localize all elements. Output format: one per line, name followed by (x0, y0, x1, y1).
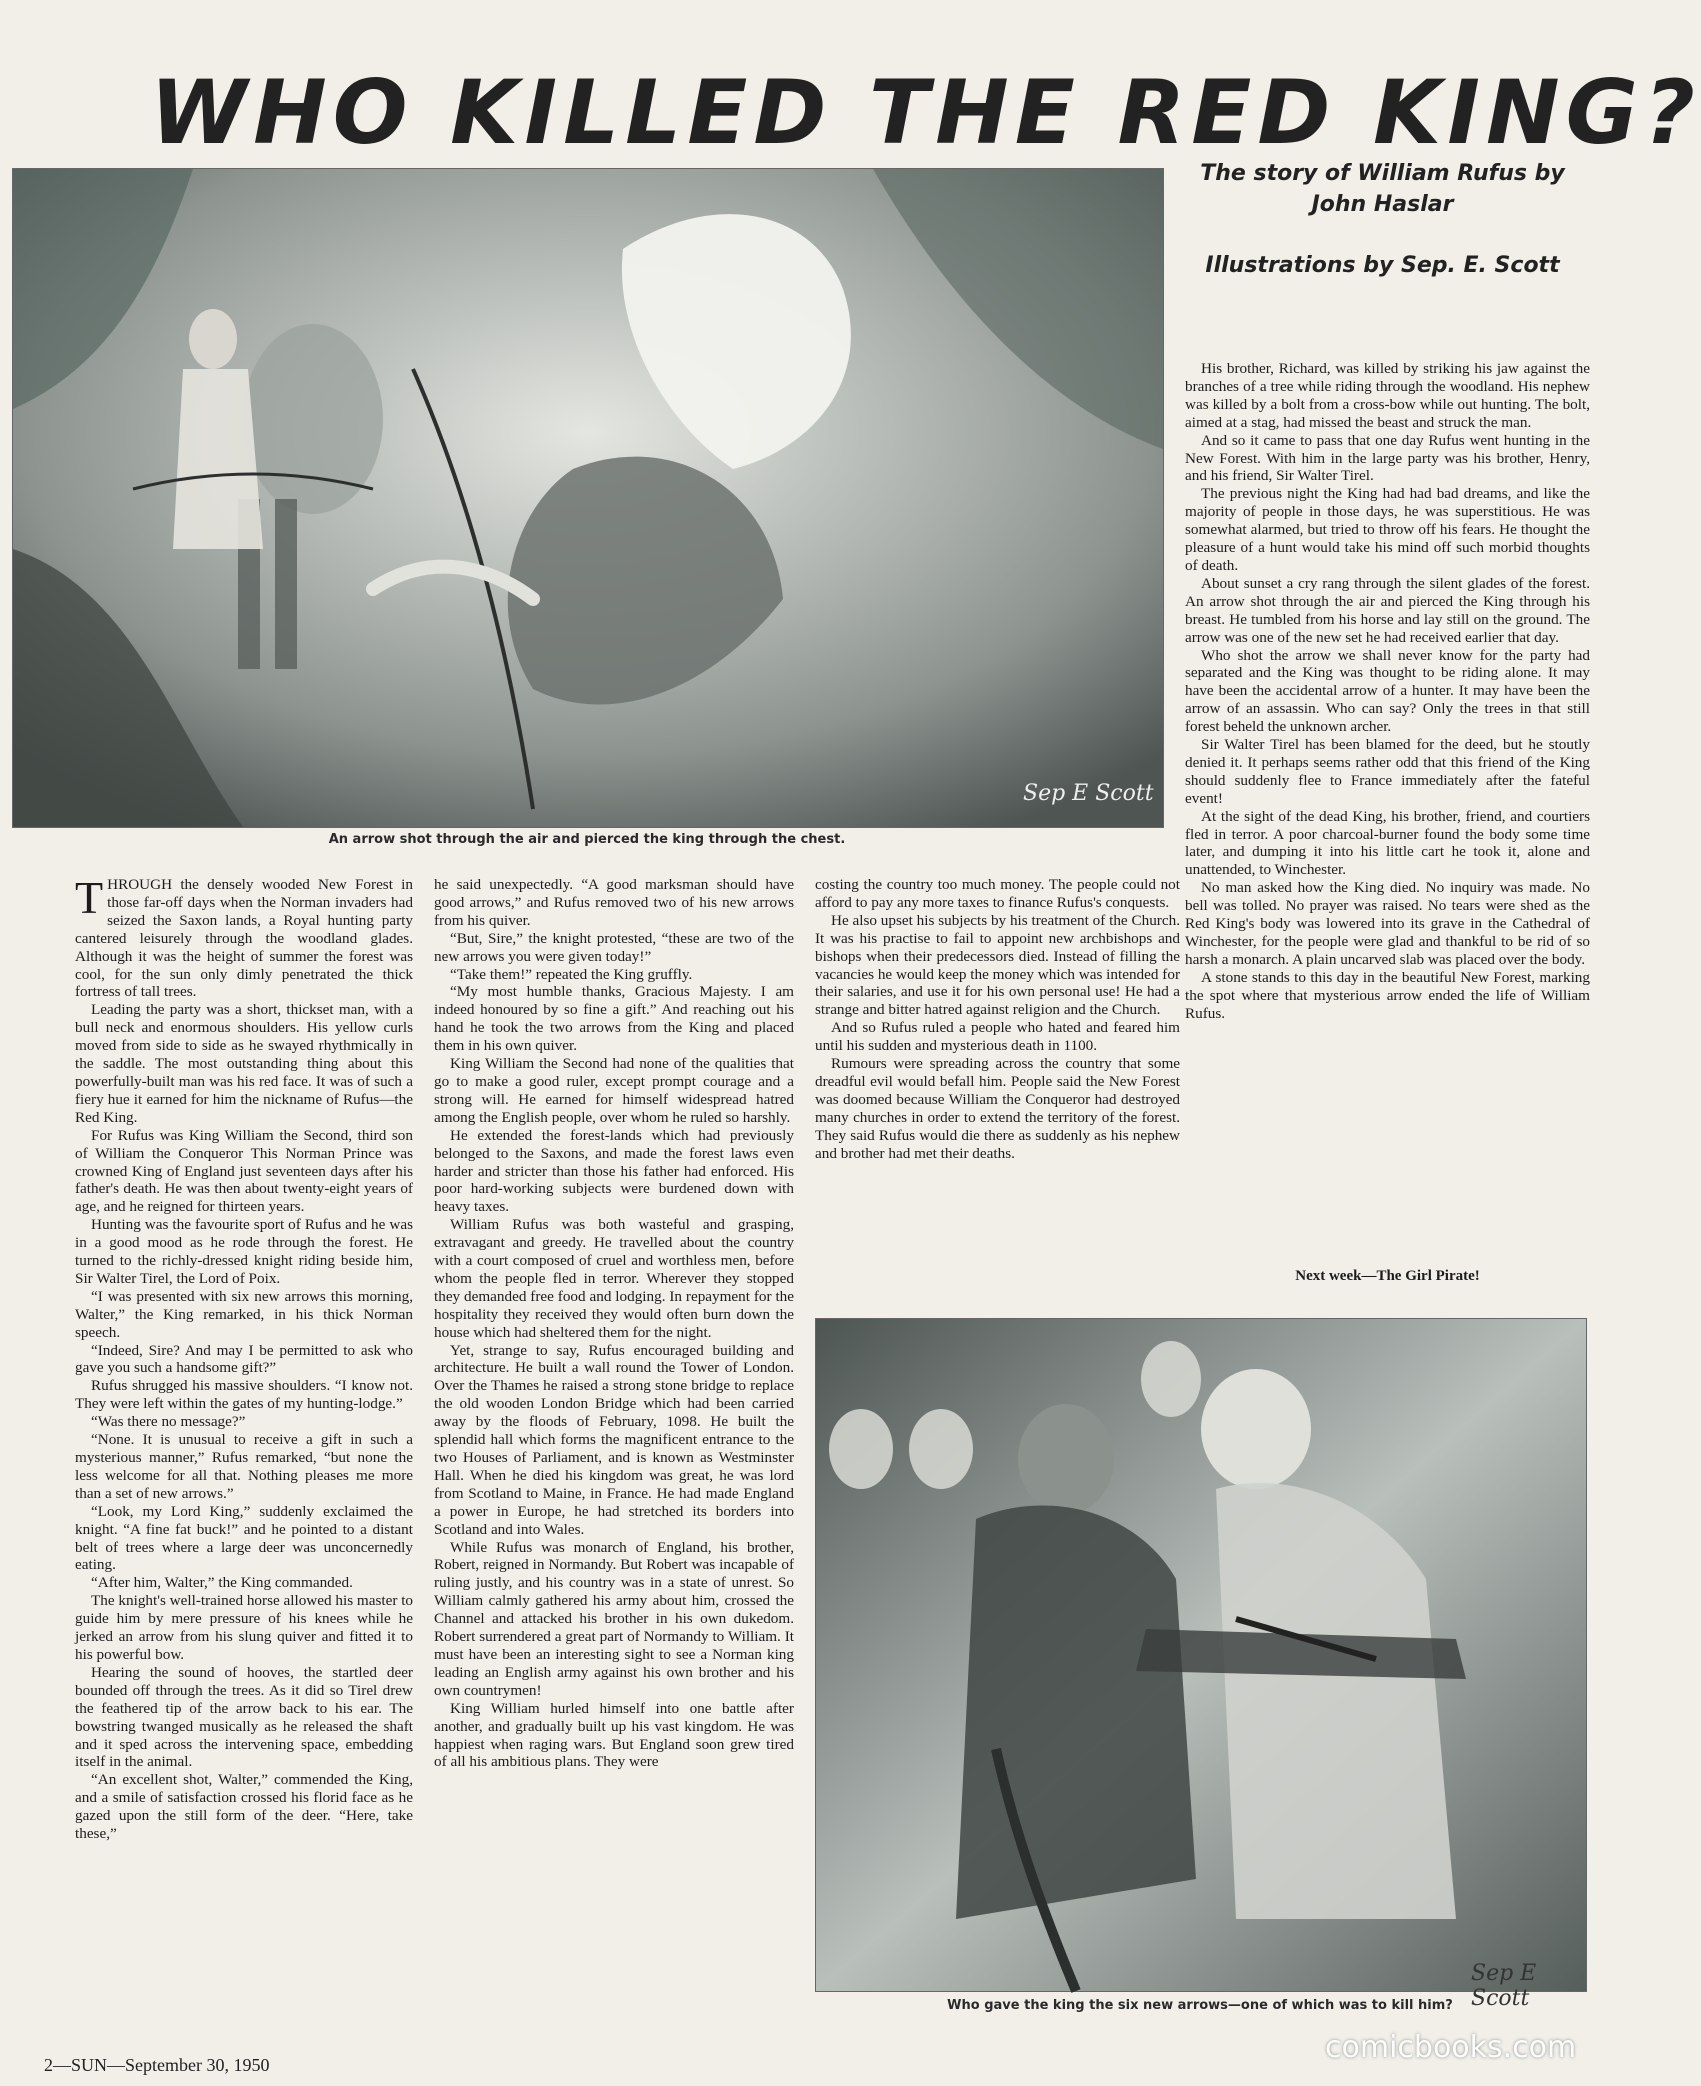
article-paragraph: No man asked how the King died. No inquiry was made. No bell was tolled. No prayer was raised. No tears were shed as the Red King's body was lowered into its grave in the Cathedral of Winchester, for the people were glad and thankful to be rid of so harsh a monarch. A plain uncarved slab was placed over the body. (1185, 879, 1590, 968)
article-paragraph: While Rufus was monarch of England, his brother, Robert, reigned in Normandy. But Robert was incapable of ruling justly, and his country was in a state of unrest. So William calmly gathered his army about him, crossed the Channel and attacked his brother in his own dukedom. Robert surrendered a great part of Normandy to William. It must have been an interesting sight to see a Norman king leading an English army against his own brother and his own countrymen! (434, 1538, 794, 1699)
article-paragraph: Yet, strange to say, Rufus encouraged building and architecture. He built a wall round the Tower of London. Over the Thames he raised a strong stone bridge to replace the old wooden London Bridge which had been carried away by the floods of February, 1098. He built the splendid hall which forms the magnificent entrance to the two Houses of Parliament, and is known as Westminster Hall. When he died his kingdom was great, he was lord from Scotland to Maine, in France. He had made England a power in Europe, he had stretched its borders into Scotland and into Wales. (434, 1341, 794, 1538)
article-paragraph: A stone stands to this day in the beautiful New Forest, marking the spot where that mysterious arrow ended the life of William Rufus. (1185, 968, 1590, 1022)
article-paragraph: His brother, Richard, was killed by striking his jaw against the branches of a tree while riding through the woodland. His nephew was killed by a bolt from a cross-bow while out hunting. The bolt, aimed at a stag, had missed the beast and struck the man. (1185, 360, 1590, 431)
article-paragraph: Leading the party was a short, thickset man, with a bull neck and enormous shoulders. His yellow curls moved from side to side as he swayed rhythmically in the saddle. The most outstanding thing about this powerfully-built man was his red face. It was of such a fiery hue it earned for him the nickname of Rufus—the Red King. (75, 1001, 413, 1126)
article-paragraph: Rufus shrugged his massive shoulders. “I know not. They were left within the gates of my hunting-lodge.” (75, 1377, 413, 1413)
page-footer: 2—SUN—September 30, 1950 (44, 2055, 270, 2075)
article-paragraph: The previous night the King had had bad dreams, and like the majority of people in those days, he was superstitious. He was somewhat alarmed, but tried to throw off his fears. He thought the pleasure of a hunt would take his mind off such morbid thoughts of death. (1185, 485, 1590, 574)
article-paragraph: “After him, Walter,” the King commanded. (91, 1574, 353, 1592)
article-paragraph: “My most humble thanks, Gracious Majesty. I am indeed honoured by so fine a gift.” And reaching out his hand he took the two arrows from the King and placed them in his own quiver. (434, 983, 794, 1055)
illustration-bottom-caption: Who gave the king the six new arrows—one of which was to kill him? (947, 1998, 1453, 2013)
article-paragraph: “But, Sire,” the knight protested, “these are two of the new arrows you were given today!” (434, 929, 794, 965)
next-week-teaser: Next week—The Girl Pirate! (1295, 1268, 1480, 1284)
article-paragraph: And so Rufus ruled a people who hated and feared him until his sudden and mysterious death in 1100. (815, 1019, 1180, 1055)
article-paragraph: “Indeed, Sire? And may I be permitted to ask who gave you such a handsome gift?” (75, 1341, 413, 1377)
article-column-2 (434, 876, 794, 1771)
article-paragraph: William Rufus was both wasteful and grasping, extravagant and greedy. He travelled about the country with a court composed of cruel and worthless men, before whom the people fled in terror. Wherever they stopped they demanded free food and lodging. In repayment for the hospitality they received they would often burn down the house which had sheltered them for the night. (434, 1216, 794, 1341)
illustration-bottom-drawing (816, 1319, 1586, 1991)
illustration-top-drawing (13, 169, 1163, 827)
article-paragraph: Who shot the arrow we shall never know for the party had separated and the King was thought to be riding alone. It may have been the accidental arrow of a hunter. It may have been the arrow of an assassin. Who can say? Only the trees in that still forest beheld the unknown archer. (1185, 646, 1590, 736)
article-paragraph: “Was there no message?” (91, 1413, 246, 1431)
article-paragraph: “Take them!” repeated the King gruffly. (450, 965, 693, 983)
drop-cap: T (75, 872, 104, 923)
article-paragraph: Hunting was the favourite sport of Rufus and he was in a good mood as he rode through the forest. He turned to the richly-dressed knight riding beside him, Sir Walter Tirel, the Lord of Poix. (75, 1216, 413, 1287)
article-paragraph: he said unexpectedly. “A good marksman should have good arrows,” and Rufus removed two of his new arrows from his quiver. (434, 876, 794, 929)
article-paragraph: At the sight of the dead King, his brother, friend, and courtiers fled in terror. A poor charcoal-burner found the body some time later, and dumping it into his little cart he took it, alone and unattended, to Winchester. (1185, 807, 1590, 879)
article-paragraph: “None. It is unusual to receive a gift in such a mysterious manner,” Rufus remarked, “but none the less welcome for all that. Nothing pleases me more than a set of new arrows.” (75, 1431, 413, 1502)
watermark: comicbooks.com (1325, 2030, 1577, 2065)
article-paragraph: Hearing the sound of hooves, the startled deer bounded off through the trees. As it did so Tirel drew the feathered tip of the arrow back to his ear. The bowstring twanged musically as he released the shaft and it sped across the intervening space, embedding itself in the animal. (75, 1663, 413, 1771)
illustration-top-caption: An arrow shot through the air and pierced the king through the chest. (328, 832, 846, 847)
article-paragraph: The knight's well-trained horse allowed his master to guide him by mere pressure of his knees while he jerked an arrow from his slung quiver and fitted it to his powerful bow. (75, 1592, 414, 1663)
article-paragraph: He extended the forest-lands which had previously belonged to the Saxons, and made the forest laws even harder and stricter than those his father had enforced. His poor hard-working subjects were burdened down with heavy taxes. (434, 1126, 794, 1216)
article-paragraph: Rumours were spreading across the country that some dreadful evil would befall him. People said the New Forest was doomed because William the Conqueror had destroyed many churches in order to extend the territory of the forest. They said Rufus would die there as suddenly as his nephew and brother had met their deaths. (815, 1055, 1180, 1162)
story-byline: The story of William Rufus by John Haslar (1200, 161, 1565, 217)
illustrations-byline: Illustrations by Sep. E. Scott (1205, 253, 1560, 278)
article-column-1 (75, 872, 414, 1843)
article-paragraph: And so it came to pass that one day Rufus went hunting in the New Forest. With him in the large party was his brother, Henry, and his friend, Sir Walter Tirel. (1185, 431, 1590, 485)
article-paragraph: “An excellent shot, Walter,” commended the King, and a smile of satisfaction crossed his florid face as he gazed upon the still form of the deer. “Here, take these,” (75, 1771, 413, 1843)
illustration-top-signature: Sep E Scott (1023, 781, 1154, 806)
article-paragraph: About sunset a cry rang through the silent glades of the forest. An arrow shot through the air and pierced the King through his breast. He tumbled from his horse and lay still on the ground. The arrow was one of the new set he had received earlier that day. (1185, 574, 1590, 646)
article-paragraph: “I was presented with six new arrows this morning, Walter,” the King remarked, in his thick Norman speech. (75, 1287, 413, 1341)
article-paragraph: Sir Walter Tirel has been blamed for the deed, but he stoutly denied it. It perhaps seems rather odd that this friend of the King should suddenly flee to France immediately after the fateful event! (1185, 736, 1590, 807)
article-paragraph: costing the country too much money. The people could not afford to pay any more taxes to finance Rufus's conquests. (815, 876, 1180, 911)
illustration-bottom-signature: Sep E Scott (1471, 1961, 1537, 2011)
article-column-4 (1185, 360, 1590, 1023)
headline: WHO KILLED THE RED KING? (150, 61, 1701, 164)
article-paragraph: He also upset his subjects by his treatment of the Church. It was his practise to fail to appoint new archbishops and bishops when their predecessors died. Instead of filling the vacancies he would keep the money which was intended for their salaries, and use it for his own personal use! He had a strange and bitter hatred against religion and the Church. (815, 911, 1180, 1019)
article-paragraph: King William hurled himself into one battle after another, and gradually built up his vast kingdom. He was happiest when raging wars. But England soon grew tired of all his ambitious plans. They were (434, 1699, 794, 1771)
article-paragraph: For Rufus was King William the Second, third son of William the Conqueror This Norman Prince was crowned King of England just seventeen days after his father's death. He was then about twenty-eight years of age, and he reigned for thirteen years. (75, 1126, 413, 1216)
article-paragraph: “Look, my Lord King,” suddenly exclaimed the knight. “A fine fat buck!” and he pointed to a distant belt of trees where a large deer was unconcernedly eating. (75, 1502, 413, 1574)
article-paragraph: THROUGH the densely wooded New Forest in those far-off days when the Norman invaders had seized the Saxon lands, a Royal hunting party cantered leisurely through the woodland glades. Although it was the height of summer the forest was cool, for the sun only dimly penetrated the thick fortress of tall trees. (75, 872, 413, 1001)
article-column-3 (815, 876, 1180, 1163)
illustration-top (12, 168, 1164, 828)
article-paragraph: King William the Second had none of the qualities that go to make a good ruler, except prompt courage and a strong will. He earned for himself widespread hatred among the English people, over whom he ruled so harshly. (434, 1055, 794, 1126)
